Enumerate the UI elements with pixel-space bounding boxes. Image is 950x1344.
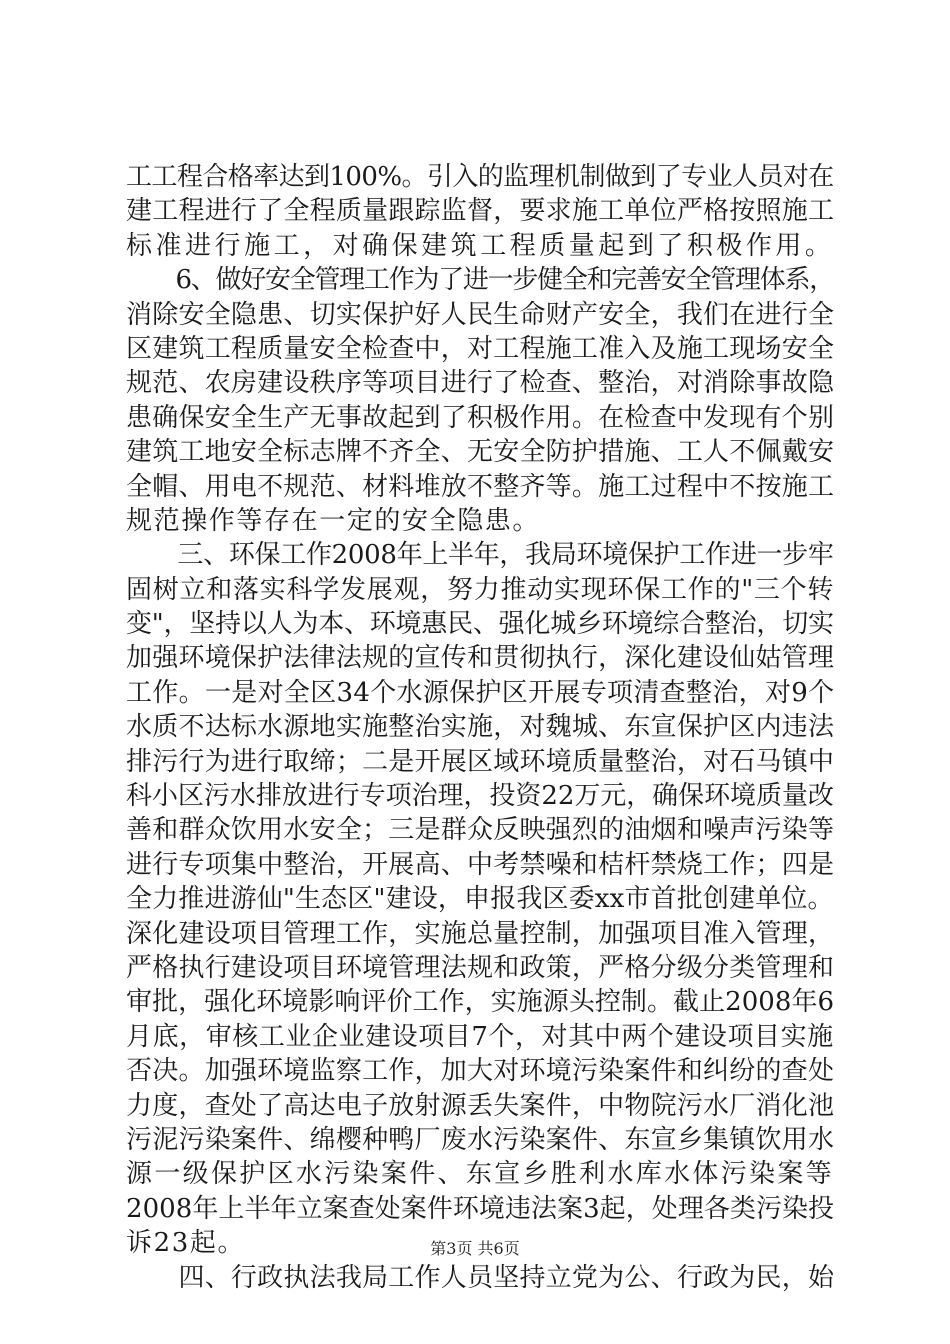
text-line: 标准进行施工，对确保建筑工程质量起到了积极作用。 xyxy=(126,230,835,261)
text-line: 建工程进行了全程质量跟踪监督，要求施工单位严格按照施工 xyxy=(126,196,835,227)
text-line: 源一级保护区水污染案件、东宣乡胜利水库水体污染案等 xyxy=(126,1159,835,1190)
text-line: 审批，强化环境影响评价工作，实施源头控制。截止2008年6 xyxy=(126,987,835,1018)
text-line: 月底，审核工业企业建设项目7个，对其中两个建设项目实施 xyxy=(126,1021,834,1052)
text-line: 2008年上半年立案查处案件环境违法案3起，处理各类污染投 xyxy=(126,1193,835,1224)
text-line: 6、做好安全管理工作为了进一步健全和完善安全管理体系， xyxy=(126,265,834,296)
text-line: 力度，查处了高达电子放射源丢失案件，中物院污水厂消化池 xyxy=(126,1090,835,1121)
text-line: 否决。加强环境监察工作，加大对环境污染案件和纠纷的查处 xyxy=(126,1056,835,1087)
text-line: 消除安全隐患、切实保护好人民生命财产安全，我们在进行全 xyxy=(126,299,835,330)
text-line: 深化建设项目管理工作，实施总量控制，加强项目准入管理， xyxy=(126,918,835,949)
text-line: 善和群众饮用水安全；三是群众反映强烈的油烟和噪声污染等 xyxy=(126,815,835,846)
text-line: 区建筑工程质量安全检查中，对工程施工准入及施工现场安全 xyxy=(126,333,835,364)
text-line: 工作。一是对全区34个水源保护区开展专项清查整治，对9个 xyxy=(126,677,835,708)
text-line: 加强环境保护法律法规的宣传和贯彻执行，深化建设仙姑管理 xyxy=(126,643,835,674)
text-line: 污泥污染案件、绵樱种鸭厂废水污染案件、东宣乡集镇饮用水 xyxy=(126,1124,835,1155)
text-line: 固树立和落实科学发展观，努力推动实现环保工作的"三个转 xyxy=(126,574,835,605)
text-line: 排污行为进行取缔；二是开展区域环境质量整治，对石马镇中 xyxy=(126,746,835,777)
text-line: 全帽、用电不规范、材料堆放不整齐等。施工过程中不按施工 xyxy=(126,471,835,502)
text-line: 变"，坚持以人为本、环境惠民、强化城乡环境综合整治，切实 xyxy=(126,609,834,640)
text-line: 四、行政执法我局工作人员坚持立党为公、行政为民，始 xyxy=(126,1262,835,1293)
text-line: 规范、农房建设秩序等项目进行了检查、整治，对消除事故隐 xyxy=(126,368,835,399)
text-line: 规范操作等存在一定的安全隐患。 xyxy=(126,505,541,536)
text-line: 全力推进游仙"生态区"建设，申报我区委xx市首批创建单位。 xyxy=(126,884,834,915)
text-line: 严格执行建设项目环境管理法规和政策，严格分级分类管理和 xyxy=(126,952,835,983)
text-line: 诉23起。 xyxy=(126,1228,246,1259)
text-line: 三、环保工作2008年上半年，我局环境保护工作进一步牢 xyxy=(126,540,834,571)
text-line: 科小区污水排放进行专项治理，投资22万元，确保环境质量改 xyxy=(126,781,834,812)
page-footer: 第3页 共6页 xyxy=(430,1239,520,1258)
text-line: 进行专项集中整治，开展高、中考禁噪和桔杆禁烧工作；四是 xyxy=(126,849,835,880)
text-line: 工工程合格率达到100%。引入的监理机制做到了专业人员对在 xyxy=(126,162,834,192)
document-body xyxy=(126,160,834,1295)
text-line: 患确保安全生产无事故起到了积极作用。在检查中发现有个别 xyxy=(126,402,835,433)
text-line: 建筑工地安全标志牌不齐全、无安全防护措施、工人不佩戴安 xyxy=(126,437,835,468)
text-line: 水质不达标水源地实施整治实施，对魏城、东宣保护区内违法 xyxy=(126,712,835,743)
